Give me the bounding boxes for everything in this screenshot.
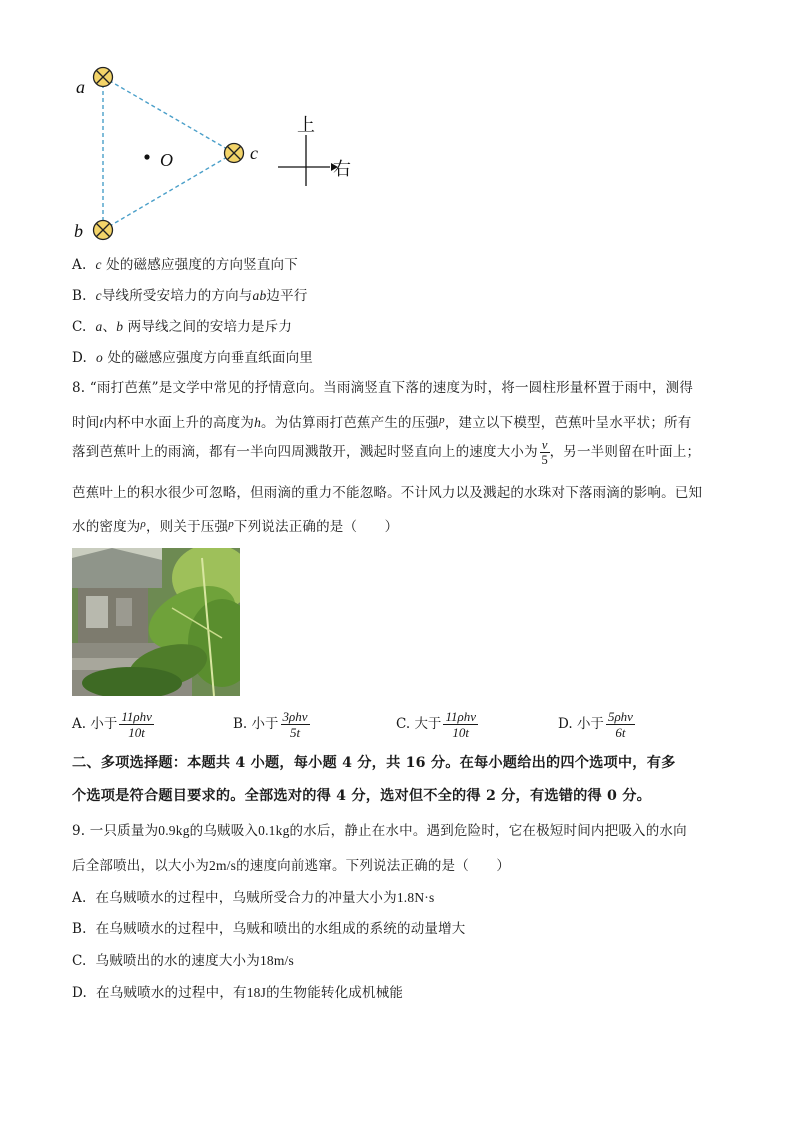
q8-line-3 xyxy=(72,438,724,467)
axis-right-label: 右 xyxy=(333,159,351,180)
var-h: h xyxy=(254,415,262,430)
label-o: O xyxy=(160,150,173,170)
fraction-v-over-5 xyxy=(540,438,550,467)
denominator: 10t xyxy=(452,725,470,740)
q8-option-b xyxy=(233,709,310,740)
q9-line-1 xyxy=(72,821,724,841)
text: 。为估算雨打芭蕉产生的压强 xyxy=(261,415,440,431)
option-letter: C. xyxy=(72,953,87,969)
var-a: a xyxy=(95,319,103,334)
text: 的速度向前逃窜。下列说法正确的是（ ） xyxy=(236,858,511,874)
option-text: 在乌贼喷水的过程中，乌贼所受合力的冲量大小为 xyxy=(95,890,397,906)
var-o: o xyxy=(96,350,103,365)
var-b: b xyxy=(116,319,124,334)
q7-option-c xyxy=(72,317,292,337)
label-c: c xyxy=(250,143,258,163)
q7-option-a xyxy=(72,255,298,275)
text: 时间 xyxy=(72,415,100,431)
denominator: 6t xyxy=(615,725,626,740)
center-point-o-icon xyxy=(144,154,149,159)
value: 18J xyxy=(246,985,267,1000)
text: 内杯中水面上升的高度为 xyxy=(103,415,255,431)
text: ，则关于压强 xyxy=(145,519,229,535)
magnetic-field-diagram xyxy=(0,0,794,260)
var-c: c xyxy=(95,257,102,272)
numerator: 3ρhv xyxy=(282,709,308,724)
q8-option-a xyxy=(72,709,154,740)
value-speed: 2m/s xyxy=(209,858,237,873)
text: ，另一半则留在叶面上； xyxy=(549,444,701,460)
var-c: c xyxy=(95,288,102,303)
section2-heading-line-1: 二、多项选择题：本题共 4 小题，每小题 4 分，共 16 分。在每小题给出的四个选项中，有多 xyxy=(72,755,676,771)
fraction xyxy=(606,709,635,740)
text: 的乌贼吸入 xyxy=(189,823,259,839)
value: 1.8N·s xyxy=(396,890,435,905)
option-letter: C. xyxy=(396,716,411,732)
option-text-tail: 边平行 xyxy=(266,288,308,304)
text: 9. 一只质量为 xyxy=(72,823,159,839)
text: 的水后，静止在水中。遇到危险时，它在极短时间内把吸入的水向 xyxy=(289,823,687,839)
option-letter: A. xyxy=(72,716,87,732)
option-letter: D. xyxy=(558,716,573,732)
text: 下列说法正确的是（ ） xyxy=(233,519,399,535)
option-letter: C. xyxy=(72,319,87,335)
axis-up-label: 上 xyxy=(297,115,315,136)
option-text: 两导线之间的安培力是斥力 xyxy=(127,319,293,335)
text: 后全部喷出，以大小为 xyxy=(72,858,209,874)
q8-line-5 xyxy=(72,514,724,537)
numerator: v xyxy=(541,438,548,452)
option-letter: B. xyxy=(72,288,87,304)
var-p: p xyxy=(228,518,234,530)
text: 落到芭蕉叶上的雨滴，都有一半向四周溅散开，溅起时竖直向上的速度大小为 xyxy=(72,444,538,460)
option-text: 在乌贼喷水的过程中，乌贼和喷出的水组成的系统的动量增大 xyxy=(95,921,466,937)
value-mass: 0.9kg xyxy=(158,823,190,838)
wire-b-current-into-page-icon xyxy=(94,221,113,240)
option-text: 乌贼喷出的水的速度大小为 xyxy=(95,953,260,969)
q9-option-b xyxy=(72,919,466,939)
denominator: 10t xyxy=(128,725,145,740)
var-rho: ρ xyxy=(140,518,146,530)
direction-axes-icon xyxy=(278,135,338,186)
numerator: 11ρhv xyxy=(121,709,152,724)
q7-option-b xyxy=(72,286,308,306)
denominator: 5t xyxy=(289,725,301,740)
option-letter: D. xyxy=(72,985,88,1001)
option-text: 处的磁感应强度方向垂直纸面向里 xyxy=(107,350,313,366)
q9-option-d xyxy=(72,983,403,1003)
value: 18m/s xyxy=(259,953,294,968)
q9-option-c xyxy=(72,951,294,971)
text: ，建立以下模型，芭蕉叶呈水平状；所有 xyxy=(444,415,692,431)
value-mass-water: 0.1kg xyxy=(258,823,290,838)
option-letter: B. xyxy=(72,921,87,937)
option-word: 小于 xyxy=(251,716,279,732)
q8-option-d xyxy=(558,709,635,740)
option-letter: A. xyxy=(72,890,87,906)
var-p: p xyxy=(439,414,445,426)
fraction xyxy=(119,709,154,740)
banana-leaf-illustration xyxy=(72,548,240,696)
q7-option-d xyxy=(72,348,313,368)
var-t: t xyxy=(99,415,104,430)
option-text-tail: 的生物能转化成机械能 xyxy=(266,985,404,1001)
q8-line-2 xyxy=(72,410,724,433)
label-a: a xyxy=(76,77,85,97)
separator: 、 xyxy=(102,319,117,335)
option-letter: D. xyxy=(72,350,88,366)
q8-line-1: 8. “雨打芭蕉”是文学中常见的抒情意向。当雨滴竖直下落的速度为时，将一圆柱形量杯置于雨中，测得 xyxy=(72,380,694,396)
banana-leaf-photo xyxy=(72,548,240,696)
var-ab: ab xyxy=(252,288,267,303)
option-word: 小于 xyxy=(576,716,604,732)
option-text: 在乌贼喷水的过程中，有 xyxy=(96,985,247,1001)
q8-option-c xyxy=(396,709,478,740)
option-word: 大于 xyxy=(414,716,442,732)
text: 水的密度为 xyxy=(72,519,141,535)
label-b: b xyxy=(74,221,83,241)
q9-option-a xyxy=(72,888,434,908)
option-text: 处的磁感应强度的方向竖直向下 xyxy=(106,257,298,273)
numerator: 5ρhv xyxy=(607,709,633,724)
wire-c-current-into-page-icon xyxy=(225,144,244,163)
denominator: 5 xyxy=(541,453,548,467)
fraction xyxy=(443,709,478,740)
option-word: 小于 xyxy=(90,716,118,732)
numerator: 11ρhv xyxy=(445,709,476,724)
q8-line-4: 芭蕉叶上的积水很少可忽略，但雨滴的重力不能忽略。不计风力以及溅起的水珠对下落雨滴的影响。已知 xyxy=(72,485,703,501)
section2-heading-line-2: 个选项是符合题目要求的。全部选对的得 4 分，选对但不全的得 2 分，有选错的得 0 分。 xyxy=(72,788,652,804)
option-letter: A. xyxy=(72,257,87,273)
q9-line-2 xyxy=(72,856,724,876)
fraction xyxy=(281,709,310,740)
option-letter: B. xyxy=(233,716,248,732)
wire-a-current-into-page-icon xyxy=(94,68,113,87)
option-text: 导线所受安培力的方向与 xyxy=(101,288,253,304)
